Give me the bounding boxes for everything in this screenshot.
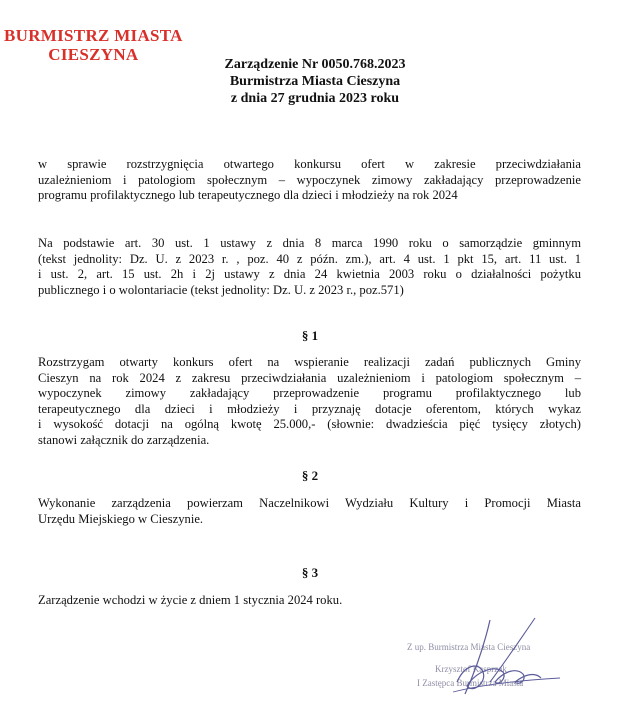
- section-1-line: Cieszyn na rok 2024 z zakresu przeciwdziałania uzależnieniom i patologiom społecznym –: [38, 370, 581, 385]
- signature-line-3: I Zastępca Burmistrza Miasta: [417, 678, 524, 688]
- legal-basis-line: i ust. 2, art. 15 ust. 2h i 2j ustawy z dnia 24 kwietnia 2003 roku o działalności pożytku: [38, 267, 581, 281]
- section-3-paragraph: [38, 593, 581, 609]
- section-2-line: Wykonanie zarządzenia powierzam Naczelnikowi Wydziału Kultury i Promocji Miasta: [38, 496, 581, 510]
- section-3-line: Zarządzenie wchodzi w życie z dniem 1 stycznia 2024 roku.: [38, 593, 343, 607]
- section-1-line: stanowi załącznik do zarządzenia.: [38, 432, 210, 447]
- section-2-line: Urzędu Miejskiego w Cieszynie.: [38, 511, 204, 526]
- signature-block: [395, 612, 595, 712]
- stamp-line-2: CIESZYNA: [48, 45, 139, 64]
- legal-basis-line: (tekst jednolity: Dz. U. z 2023 r. , poz. 40 z późn. zm.), art. 4 ust. 1 pkt 15, art. 11 ust. 1: [38, 251, 581, 266]
- subject-line: w sprawie rozstrzygnięcia otwartego konkursu ofert w zakresie przeciwdziałania: [38, 157, 581, 171]
- section-1-paragraph: [38, 355, 581, 448]
- title-line-2: Burmistrza Miasta Cieszyna: [229, 74, 401, 89]
- handwritten-signature: [395, 612, 595, 712]
- subject-line: programu profilaktycznego lub terapeutycznego dla dzieci i młodzieży na rok 2024: [38, 188, 458, 202]
- signature-line-1: Z up. Burmistrza Miasta Cieszyna: [407, 642, 531, 652]
- legal-basis-line: Na podstawie art. 30 ust. 1 ustawy z dnia 8 marca 1990 roku o samorządzie gminnym: [38, 236, 581, 250]
- title-line-3: z dnia 27 grudnia 2023 roku: [230, 91, 400, 106]
- section-3-heading: § 3: [301, 565, 319, 580]
- section-1-line: wypoczynek zimowy zakładający przeprowadzenie programu profilaktycznego lub: [38, 386, 581, 400]
- document-title: [190, 56, 440, 107]
- mayor-stamp: [4, 26, 183, 64]
- section-1-heading: § 1: [301, 328, 319, 343]
- section-2-heading: § 2: [301, 468, 319, 483]
- section-1-line: Rozstrzygam otwarty konkurs ofert na wspieranie realizacji zadań publicznych Gminy: [38, 355, 581, 369]
- section-1-line: i wysokość dotacji na ogólną kwotę 25.000,- (słownie: dwadzieścia pięć tysięcy złotych): [38, 417, 581, 431]
- legal-basis-line: publicznego i o wolontariacie (tekst jednolity: Dz. U. z 2023 r., poz.571): [38, 282, 404, 297]
- subject-paragraph: [38, 157, 581, 204]
- legal-basis-paragraph: [38, 236, 581, 298]
- title-line-1: Zarządzenie Nr 0050.768.2023: [224, 57, 406, 72]
- subject-line: uzależnieniom i patologiom społecznym – wypoczynek zimowy zakładający przeprowadzenie: [38, 172, 581, 187]
- section-2-paragraph: [38, 496, 581, 527]
- stamp-line-1: BURMISTRZ MIASTA: [4, 26, 183, 45]
- signature-line-2: Krzysztof Kasprzak: [435, 664, 507, 674]
- section-1-line: terapeutycznego dla dzieci i młodzieży i przyznaję dotacje oferentom, których wykaz: [38, 401, 581, 416]
